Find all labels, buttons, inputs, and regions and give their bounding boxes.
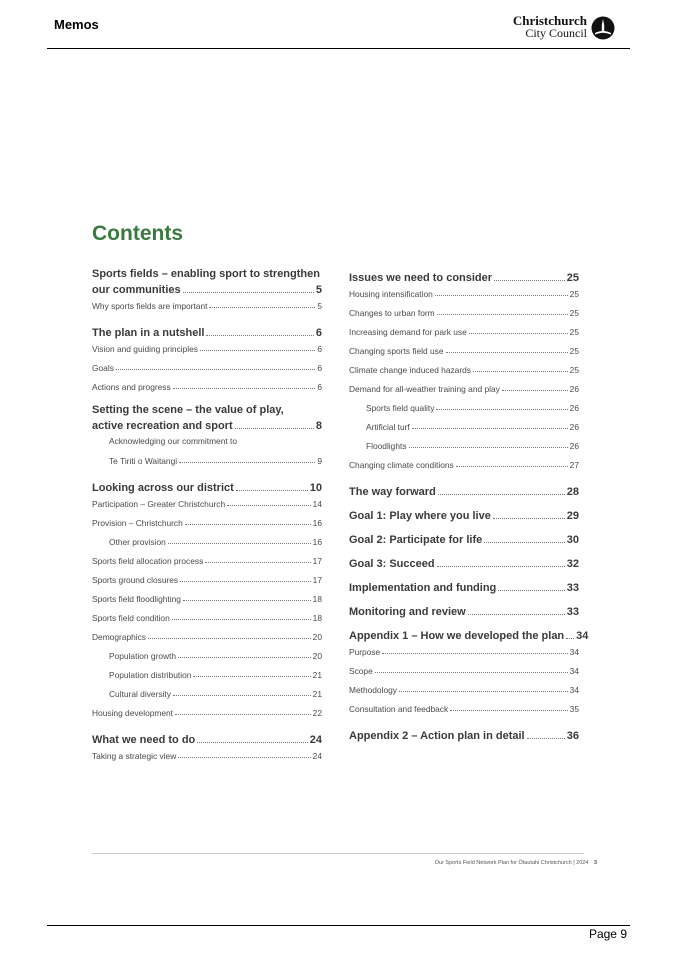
toc-subsection-entry[interactable] [349, 436, 579, 455]
toc-subsection-entry[interactable] [92, 494, 322, 513]
toc-section-entry[interactable] [92, 268, 322, 296]
toc-page-number: 21 [312, 688, 322, 699]
toc-page-number: 18 [312, 612, 322, 623]
toc-page-number: 17 [312, 555, 322, 566]
toc-page-number: 29 [566, 510, 579, 522]
toc-entry-title: Demographics [92, 631, 146, 642]
toc-entry-title: Appendix 1 – How we developed the plan [349, 630, 565, 642]
toc-page-number: 26 [569, 421, 579, 432]
toc-dot-leader [197, 742, 307, 743]
toc-entry-row [92, 358, 322, 377]
toc-subsection-entry[interactable] [349, 341, 579, 360]
toc-entry-title: Goal 1: Play where you live [349, 510, 491, 522]
toc-entry-title: Participation – Greater Christchurch [92, 498, 226, 509]
toc-dot-leader [200, 350, 315, 351]
toc-entry-title: Looking across our district [92, 482, 234, 494]
toc-dot-leader [484, 542, 564, 543]
bottom-rule [47, 925, 630, 926]
toc-left-column [92, 268, 322, 765]
toc-entry-row [349, 530, 579, 546]
toc-page-number: 25 [566, 272, 579, 284]
toc-dot-leader [179, 462, 315, 463]
toc-dot-leader [375, 672, 568, 673]
toc-page-number: 5 [317, 300, 322, 311]
toc-section-entry[interactable] [349, 506, 579, 522]
toc-subsection-entry[interactable] [349, 322, 579, 341]
toc-entry-row [349, 303, 579, 322]
toc-page-number: 5 [315, 284, 322, 296]
toc-subsection-entry[interactable] [92, 339, 322, 358]
toc-subsection-entry[interactable] [349, 661, 579, 680]
toc-section-entry[interactable] [349, 482, 579, 498]
toc-dot-leader [178, 657, 311, 658]
toc-entry-title: Population growth [109, 650, 177, 661]
toc-dot-leader [435, 295, 568, 296]
toc-dot-leader [502, 390, 568, 391]
toc-entry-row [92, 703, 322, 722]
toc-entry-row [349, 284, 579, 303]
toc-entry-row [366, 436, 579, 455]
toc-dot-leader [175, 714, 311, 715]
toc-entry-title: Why sports fields are important [92, 300, 208, 311]
toc-dot-leader [436, 409, 567, 410]
toc-entry-row [366, 398, 579, 417]
toc-entry-row [349, 268, 579, 284]
toc-subsection-entry[interactable] [92, 684, 322, 703]
toc-entry-row [92, 570, 322, 589]
toc-subsection-entry[interactable] [92, 589, 322, 608]
logo-line2: City Council [525, 26, 587, 40]
toc-subsection-entry[interactable] [349, 360, 579, 379]
toc-subsection-entry[interactable] [349, 455, 579, 474]
toc-page-number: 6 [315, 327, 322, 339]
toc-entry-row [92, 513, 322, 532]
toc-dot-leader [168, 543, 311, 544]
toc-entry-row [92, 296, 322, 315]
toc-entry-row [349, 482, 579, 498]
toc-dot-leader [205, 562, 310, 563]
toc-section-entry[interactable] [92, 323, 322, 339]
toc-entry-title: Te Tiriti o Waitangi [109, 455, 178, 466]
toc-page-number: 6 [317, 362, 322, 373]
toc-section-entry[interactable] [92, 730, 322, 746]
toc-entry-title: Goal 2: Participate for life [349, 534, 483, 546]
toc-entry-row [349, 379, 579, 398]
council-logo [513, 15, 615, 39]
toc-page-number: 8 [315, 420, 322, 432]
toc-entry-row [349, 554, 579, 570]
toc-dot-leader [183, 292, 314, 293]
toc-page-number: 27 [569, 459, 579, 470]
toc-right-column [349, 268, 589, 742]
toc-entry-row [349, 602, 579, 618]
toc-entry-title: Scope [349, 665, 373, 676]
toc-dot-leader [494, 280, 565, 281]
toc-entry-title: Sports field condition [92, 612, 170, 623]
toc-subsection-entry[interactable] [92, 551, 322, 570]
toc-page-number: 16 [312, 536, 322, 547]
toc-section-entry[interactable] [349, 554, 579, 570]
toc-entry-title: Increasing demand for park use [349, 326, 467, 337]
toc-subsection-entry[interactable] [92, 358, 322, 377]
toc-section-entry[interactable] [92, 478, 322, 494]
toc-dot-leader [209, 307, 315, 308]
toc-page-number: 25 [569, 326, 579, 337]
toc-entry-title: Purpose [349, 646, 381, 657]
toc-dot-leader [493, 518, 565, 519]
toc-entry-row [349, 341, 579, 360]
toc-page-number: 17 [312, 574, 322, 585]
toc-dot-leader [469, 333, 568, 334]
toc-entry-title: The way forward [349, 486, 436, 498]
toc-entry-row [366, 417, 579, 436]
toc-section-entry[interactable] [349, 602, 579, 618]
toc-dot-leader [116, 369, 315, 370]
footer-doc-page: 3 [593, 860, 597, 866]
footer-doc-title: Our Sports Field Network Plan for Ōtautahi Christchurch | 2024 [434, 860, 589, 866]
toc-page-number: 14 [312, 498, 322, 509]
toc-dot-leader [172, 619, 311, 620]
toc-dot-leader [148, 638, 311, 639]
toc-dot-leader [173, 388, 316, 389]
toc-entry-row [349, 360, 579, 379]
contents-heading: Contents [92, 222, 183, 245]
toc-page-number: 33 [566, 582, 579, 594]
toc-dot-leader [227, 505, 311, 506]
toc-dot-leader [236, 490, 308, 491]
toc-page-number: 21 [312, 669, 322, 680]
toc-entry-row [349, 626, 589, 642]
toc-entry-title-line: Setting the scene – the value of play, [92, 404, 284, 416]
toc-subsection-entry[interactable] [92, 377, 322, 396]
toc-page-number: 6 [317, 343, 322, 354]
toc-entry-row [109, 646, 322, 665]
toc-dot-leader [498, 590, 564, 591]
toc-entry-row [349, 322, 579, 341]
toc-section-entry[interactable] [349, 626, 589, 642]
toc-entry-row [349, 699, 579, 718]
toc-entry-row [92, 478, 322, 494]
toc-dot-leader [450, 710, 567, 711]
toc-dot-leader [193, 676, 310, 677]
toc-subsection-entry[interactable] [92, 746, 322, 765]
toc-entry-row [349, 455, 579, 474]
toc-entry-row [92, 608, 322, 627]
toc-entry-row [92, 280, 322, 296]
toc-entry-title: Artificial turf [366, 421, 410, 432]
toc-page-number: 34 [569, 684, 579, 695]
toc-page-number: 35 [569, 703, 579, 714]
toc-subsection-entry[interactable] [92, 608, 322, 627]
cathedral-logo-icon [591, 16, 615, 40]
toc-entry-row [109, 451, 322, 470]
toc-section-entry[interactable] [92, 404, 322, 432]
toc-dot-leader [399, 691, 568, 692]
toc-subsection-entry[interactable] [349, 398, 579, 417]
toc-subsection-entry[interactable] [92, 646, 322, 665]
toc-entry-row [349, 578, 579, 594]
toc-dot-leader [527, 738, 565, 739]
toc-entry-title: Monitoring and review [349, 606, 466, 618]
toc-entry-title: Taking a strategic view [92, 750, 177, 761]
toc-entry-title: Issues we need to consider [349, 272, 493, 284]
toc-entry-title: Consultation and feedback [349, 703, 449, 714]
header-rule [47, 48, 630, 49]
footer-doc-info [435, 860, 597, 866]
toc-subsection-entry[interactable] [349, 284, 579, 303]
toc-section-entry[interactable] [349, 578, 579, 594]
toc-entry-title: Housing intensification [349, 288, 433, 299]
toc-entry-row [92, 416, 322, 432]
toc-subsection-entry[interactable] [349, 303, 579, 322]
toc-entry-title: Appendix 2 – Action plan in detail [349, 730, 525, 742]
toc-entry-title-line: Sports fields – enabling sport to strengthen [92, 268, 320, 280]
toc-dot-leader [437, 566, 565, 567]
toc-dot-leader [566, 638, 574, 639]
footer-rule [92, 853, 584, 854]
toc-entry-row [109, 665, 322, 684]
toc-entry-title: Sports field floodlighting [92, 593, 181, 604]
toc-entry-title: Housing development [92, 707, 174, 718]
toc-entry-row [92, 730, 322, 746]
toc-entry-row [92, 494, 322, 513]
toc-entry-title: Actions and progress [92, 381, 171, 392]
toc-entry-title: Changing sports field use [349, 345, 444, 356]
toc-page-number: 6 [317, 381, 322, 392]
toc-entry-title-line: Acknowledging our commitment to [109, 436, 238, 446]
toc-subsection-entry[interactable] [92, 665, 322, 684]
toc-entry-title: Other provision [109, 536, 166, 547]
toc-dot-leader [183, 600, 311, 601]
toc-entry-row [92, 339, 322, 358]
toc-section-entry[interactable] [349, 268, 579, 284]
toc-entry-row [349, 726, 579, 742]
toc-dot-leader [412, 428, 568, 429]
toc-subsection-entry[interactable] [349, 379, 579, 398]
toc-entry-row [349, 642, 579, 661]
toc-page-number: 34 [576, 630, 589, 642]
toc-dot-leader [473, 371, 568, 372]
toc-dot-leader [446, 352, 568, 353]
toc-page-number: 28 [566, 486, 579, 498]
toc-subsection-entry[interactable] [349, 417, 579, 436]
toc-page-number: 20 [312, 631, 322, 642]
toc-subsection-entry[interactable] [92, 570, 322, 589]
toc-entry-row [92, 551, 322, 570]
toc-entry-row [92, 589, 322, 608]
toc-entry-title: Demand for all-weather training and play [349, 383, 500, 394]
toc-dot-leader [456, 466, 568, 467]
toc-entry-title: Provision – Christchurch [92, 517, 183, 528]
toc-dot-leader [468, 614, 565, 615]
toc-page-number: 24 [309, 734, 322, 746]
toc-dot-leader [438, 494, 565, 495]
toc-entry-title: active recreation and sport [92, 420, 233, 432]
toc-dot-leader [409, 447, 568, 448]
toc-subsection-entry[interactable] [92, 513, 322, 532]
toc-page-number: 16 [312, 517, 322, 528]
toc-entry-title: Goals [92, 362, 114, 373]
toc-entry-title: The plan in a nutshell [92, 327, 205, 339]
toc-page-number: 25 [569, 288, 579, 299]
toc-subsection-entry[interactable] [349, 642, 579, 661]
header-title: Memos [54, 17, 99, 32]
toc-entry-row [109, 684, 322, 703]
toc-page-number: 26 [569, 383, 579, 394]
toc-page-number: 34 [569, 665, 579, 676]
toc-page-number: 25 [569, 345, 579, 356]
toc-subsection-entry[interactable] [349, 699, 579, 718]
toc-dot-leader [180, 581, 311, 582]
toc-entry-title: Sports field quality [366, 402, 435, 413]
toc-dot-leader [206, 335, 313, 336]
toc-page-number: 25 [569, 364, 579, 375]
toc-entry-row [92, 323, 322, 339]
toc-dot-leader [178, 757, 310, 758]
toc-page-number: 24 [312, 750, 322, 761]
toc-entry-title: Sports ground closures [92, 574, 179, 585]
toc-entry-row [92, 627, 322, 646]
toc-entry-title: What we need to do [92, 734, 196, 746]
toc-entry-title: Climate change induced hazards [349, 364, 471, 375]
toc-entry-row [349, 661, 579, 680]
toc-entry-title: Methodology [349, 684, 397, 695]
toc-page-number: 22 [312, 707, 322, 718]
toc-page-number: 33 [566, 606, 579, 618]
toc-dot-leader [173, 695, 311, 696]
toc-entry-title: Vision and guiding principles [92, 343, 198, 354]
toc-entry-title: Implementation and funding [349, 582, 497, 594]
page-number: Page 9 [588, 927, 627, 941]
toc-entry-row [92, 377, 322, 396]
toc-entry-row [349, 680, 579, 699]
toc-page-number: 36 [566, 730, 579, 742]
toc-page-number: 30 [566, 534, 579, 546]
toc-entry-title: Changes to urban form [349, 307, 435, 318]
toc-page-number: 18 [312, 593, 322, 604]
toc-page-number: 20 [312, 650, 322, 661]
toc-page-number: 26 [569, 402, 579, 413]
logo-line1: Christchurch [512, 13, 587, 28]
toc-subsection-entry[interactable] [92, 703, 322, 722]
toc-subsection-entry[interactable] [92, 296, 322, 315]
toc-entry-title: Cultural diversity [109, 688, 171, 699]
toc-page-number: 32 [566, 558, 579, 570]
toc-page-number: 26 [569, 440, 579, 451]
toc-subsection-entry[interactable] [349, 680, 579, 699]
toc-page-number: 10 [309, 482, 322, 494]
toc-dot-leader [382, 653, 567, 654]
toc-dot-leader [185, 524, 311, 525]
toc-entry-row [109, 532, 322, 551]
toc-subsection-entry[interactable] [92, 627, 322, 646]
toc-entry-title: Floodlights [366, 440, 407, 451]
toc-entry-row [92, 746, 322, 765]
toc-dot-leader [437, 314, 568, 315]
toc-section-entry[interactable] [349, 530, 579, 546]
toc-section-entry[interactable] [349, 726, 579, 742]
toc-subsection-entry[interactable] [92, 432, 322, 470]
toc-entry-title: Population distribution [109, 669, 192, 680]
toc-page-number: 25 [569, 307, 579, 318]
toc-entry-title: Changing climate conditions [349, 459, 454, 470]
toc-dot-leader [235, 428, 314, 429]
toc-page-number: 34 [569, 646, 579, 657]
toc-subsection-entry[interactable] [92, 532, 322, 551]
toc-entry-title: Goal 3: Succeed [349, 558, 435, 570]
toc-entry-row [349, 506, 579, 522]
toc-entry-title: our communities [92, 284, 181, 296]
toc-entry-title: Sports field allocation process [92, 555, 204, 566]
toc-page-number: 9 [317, 455, 322, 466]
